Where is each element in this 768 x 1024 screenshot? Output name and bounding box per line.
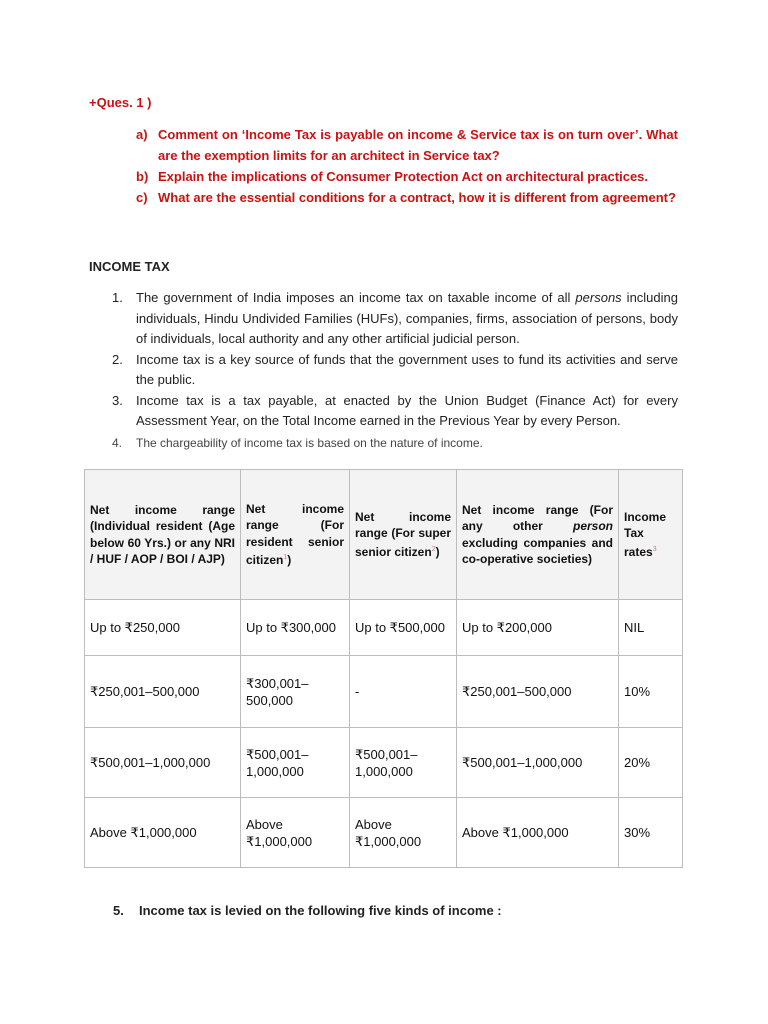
table-cell: ₹250,001–500,000: [457, 656, 619, 728]
table-cell: ₹250,001–500,000: [85, 656, 241, 728]
table-cell: ₹500,001–1,000,000: [457, 728, 619, 798]
header-emphasis: person: [572, 519, 613, 533]
table-cell: 10%: [619, 656, 683, 728]
header-text: Income Tax rates: [624, 509, 667, 559]
item-text: Explain the implications of Consumer Protection Act on architectural practices.: [158, 169, 649, 184]
table-cell: NIL: [619, 600, 683, 656]
header-text: Net income range (For resident senior citizen: [246, 501, 344, 567]
table-cell: Up to ₹250,000: [85, 600, 241, 656]
item-marker: b): [136, 169, 149, 184]
item-text: What are the essential conditions for a contract, how it is different from agreement?: [158, 190, 676, 205]
footnote-marker: 1: [283, 554, 288, 561]
point-text-after: including individuals, Hindu Undivided Families (HUFs), companies, firms, association of persons, body of individuals, local authority and any other artificial judicial person.: [136, 290, 678, 346]
table-row: [85, 656, 683, 728]
question-item: [136, 166, 678, 187]
point-item: [112, 350, 678, 391]
table-row: [85, 600, 683, 656]
table-cell: 30%: [619, 798, 683, 868]
table-cell: ₹500,001–1,000,000: [241, 728, 350, 798]
point-text: Income tax is a key source of funds that the government uses to fund its activities and serve the public.: [136, 351, 678, 387]
point-text: Income tax is a tax payable, at enacted by the Union Budget (Finance Act) for every Assessment Year, on the Total Income earned in the Previous Year by every Person.: [136, 392, 678, 428]
item-marker: a): [136, 127, 148, 142]
point-marker: 3.: [112, 392, 123, 408]
point-marker: 2.: [112, 351, 123, 367]
tax-slab-table: [84, 469, 683, 868]
item-marker: c): [136, 190, 148, 205]
table-cell: ₹500,001–1,000,000: [350, 728, 457, 798]
table-cell: Up to ₹500,000: [350, 600, 457, 656]
table-cell: ₹300,001–500,000: [241, 656, 350, 728]
question-item: [136, 124, 678, 166]
table-cell: ₹500,001–1,000,000: [85, 728, 241, 798]
point-item: [112, 288, 678, 350]
table-cell: -: [350, 656, 457, 728]
header-text: Net income range (For any other: [462, 502, 613, 533]
point-marker: 1.: [112, 290, 123, 305]
point-text-emphasis: persons: [575, 290, 622, 305]
point-text: Income tax is levied on the following five kinds of income :: [139, 903, 502, 918]
header-super-senior-citizen: [350, 470, 457, 600]
table-cell: Up to ₹200,000: [457, 600, 619, 656]
point-marker: 5.: [113, 903, 124, 918]
point-item: [112, 434, 678, 452]
point-item: [112, 391, 678, 432]
header-text-end: excluding companies and co-operative societies): [462, 535, 613, 566]
table-row: [85, 798, 683, 868]
table-cell: Up to ₹300,000: [241, 600, 350, 656]
header-other-person: [457, 470, 619, 600]
section-heading: INCOME TAX: [89, 259, 170, 274]
footnote-marker: 3: [652, 545, 657, 553]
table-row: [85, 728, 683, 798]
header-text: Net income range (For super senior citizen: [355, 509, 451, 559]
table-cell: Above ₹1,000,000: [457, 798, 619, 868]
table-cell: Above ₹1,000,000: [241, 798, 350, 868]
header-senior-citizen: [241, 470, 350, 600]
table-cell: Above ₹1,000,000: [85, 798, 241, 868]
header-tax-rate: [619, 470, 683, 600]
point-marker: 4.: [112, 435, 123, 450]
question-label: +Ques. 1 ): [89, 95, 152, 110]
header-individual: Net income range (Individual resident (Age below 60 Yrs.) or any NRI / HUF / AOP / BOI / AJP): [85, 470, 241, 600]
header-text-end: ): [287, 553, 292, 567]
point-text: The chargeability of income tax is based on the nature of income.: [136, 435, 483, 450]
table-header-row: [85, 470, 683, 600]
question-list: [136, 124, 678, 208]
table-cell: Above ₹1,000,000: [350, 798, 457, 868]
point-text-before: The government of India imposes an income tax on taxable income of all: [136, 290, 576, 305]
item-text: Comment on ‘Income Tax is payable on income & Service tax is on turn over’. What are the exemption limits for an architect in Service tax?: [158, 127, 678, 163]
footer-point: [113, 903, 502, 918]
table-cell: 20%: [619, 728, 683, 798]
question-item: [136, 187, 678, 208]
footnote-marker: 2: [431, 545, 436, 553]
income-tax-points: [112, 288, 678, 452]
header-text-end: ): [435, 544, 440, 559]
